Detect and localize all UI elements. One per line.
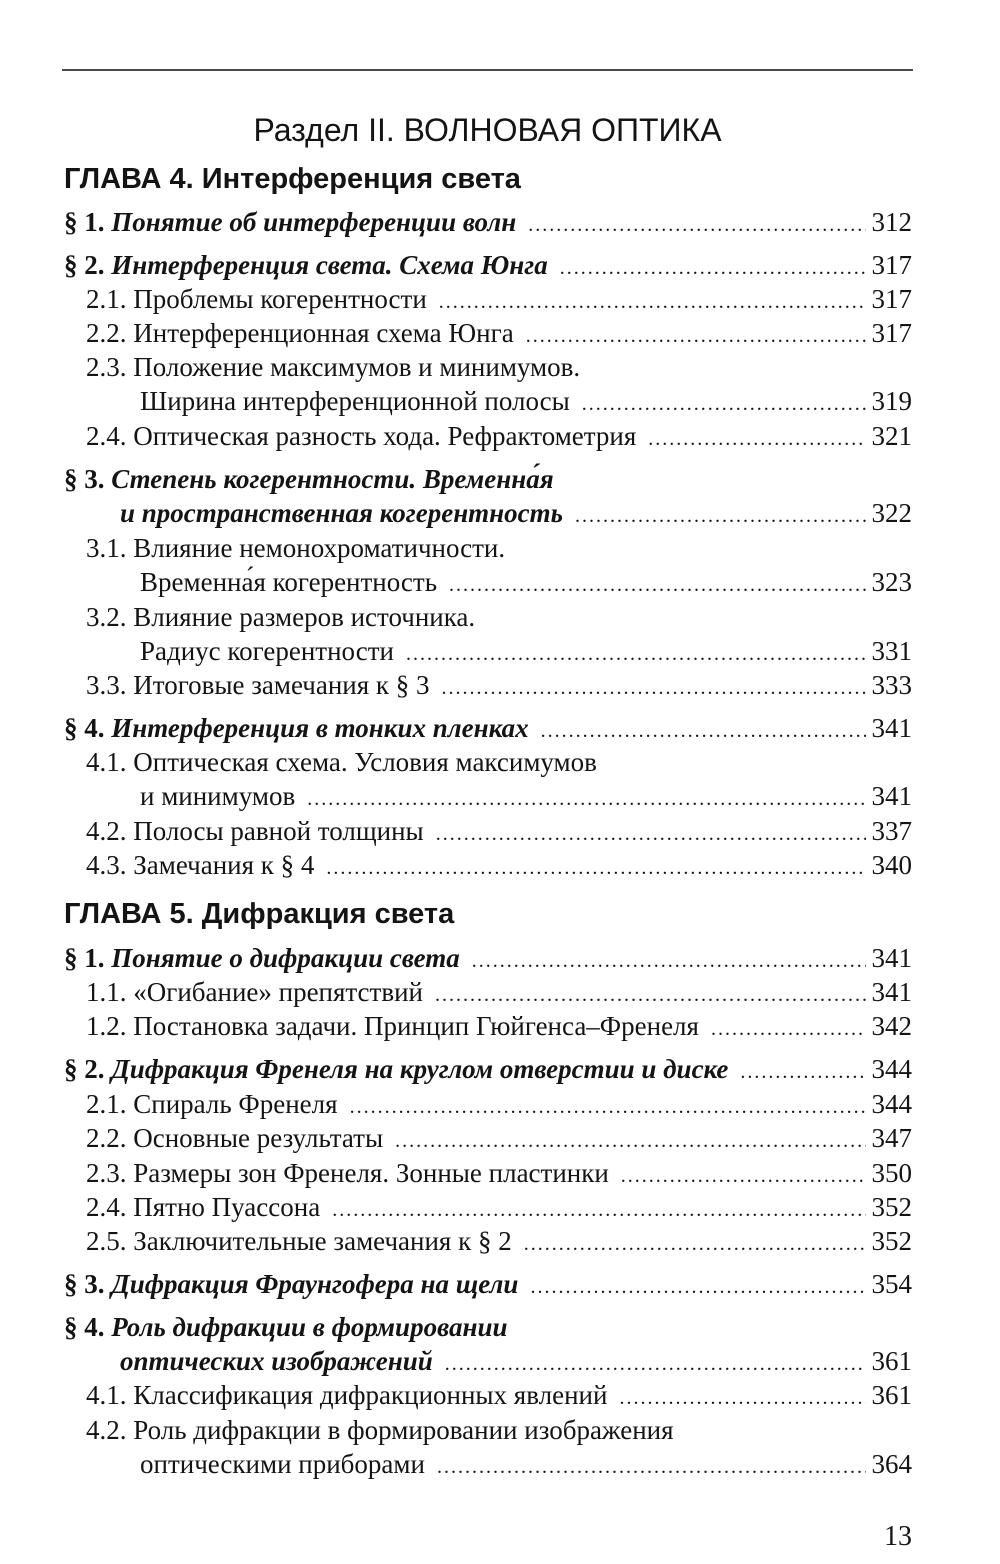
entry-page: 341 <box>871 977 912 1007</box>
entry-page: 341 <box>871 713 912 743</box>
toc-entry-ch5-2-5[interactable] <box>86 1224 912 1258</box>
entry-page: 341 <box>871 781 912 811</box>
entry-title: Влияние размеров источника. <box>133 602 476 632</box>
entry-title: Интерференционная схема Юнга <box>133 318 514 348</box>
entry-number: § 2. <box>64 250 105 280</box>
entry-title: Степень когерентности. Временна́я <box>111 464 554 494</box>
entry-number: 3.1. <box>86 533 127 563</box>
dot-leader <box>307 782 865 816</box>
entry-title-cont: Радиус когерентности <box>140 636 394 666</box>
dot-leader <box>445 1347 866 1381</box>
dot-leader <box>350 1090 866 1124</box>
dot-leader <box>449 568 865 602</box>
toc-entry-ch5-p4[interactable] <box>64 1310 912 1344</box>
entry-number: 4.2. <box>86 1415 127 1445</box>
entry-page: 337 <box>871 816 912 846</box>
entry-title-cont: Временна́я когерентность <box>140 567 438 597</box>
entry-number: 4.1. <box>86 1380 127 1410</box>
entry-page: 333 <box>871 670 912 700</box>
dot-leader <box>442 671 866 705</box>
entry-page: 319 <box>871 386 912 416</box>
entry-title: Замечания к § 4 <box>133 850 315 880</box>
dot-leader <box>395 1124 865 1158</box>
entry-title: Дифракция Френеля на круглом отверстии и диске <box>111 1054 729 1084</box>
dot-leader <box>526 319 866 353</box>
toc-entry-ch5-p3[interactable] <box>64 1267 912 1301</box>
dot-leader <box>740 1055 865 1089</box>
entry-number: § 3. <box>64 464 105 494</box>
dot-leader <box>621 1159 866 1193</box>
toc-entry-ch4-4-1[interactable] <box>86 745 912 779</box>
entry-title-cont: и минимумов <box>140 781 296 811</box>
entry-number: § 4. <box>64 713 105 743</box>
dot-leader <box>530 1270 865 1304</box>
dot-leader <box>648 422 865 456</box>
entry-title: Интерференция в тонких пленках <box>111 713 529 743</box>
toc-entry-ch5-4-1[interactable] <box>86 1378 912 1412</box>
entry-title: Проблемы когерентности <box>133 284 427 314</box>
entry-number: § 1. <box>64 207 105 237</box>
toc-entry-ch4-2-4[interactable] <box>86 419 912 453</box>
toc-entry-ch4-3-3[interactable] <box>86 668 912 702</box>
entry-number: 3.3. <box>86 670 127 700</box>
entry-number: 2.1. <box>86 1089 127 1119</box>
toc-entry-ch5-1-1[interactable] <box>86 975 912 1009</box>
entry-title: Положение максимумов и минимумов. <box>133 352 581 382</box>
entry-title: Оптическая схема. Условия максимумов <box>133 747 597 777</box>
toc-entry-ch4-p3-cont[interactable] <box>120 496 912 530</box>
entry-number: 3.2. <box>86 602 127 632</box>
header-rule <box>62 69 913 71</box>
dot-leader <box>437 1450 866 1484</box>
toc-entry-ch4-3-1[interactable] <box>86 531 912 565</box>
entry-page: 354 <box>871 1269 912 1299</box>
entry-title: Понятие об интерференции волн <box>111 207 517 237</box>
entry-number: 4.1. <box>86 747 127 777</box>
entry-page: 317 <box>871 318 912 348</box>
entry-title: Роль дифракции в формировании изображения <box>133 1415 674 1445</box>
toc-entry-ch4-4-1-cont[interactable] <box>140 779 912 813</box>
entry-title-cont: и пространственная когерентность <box>120 498 563 528</box>
entry-page: 317 <box>871 250 912 280</box>
entry-number: 2.1. <box>86 284 127 314</box>
entry-title: Роль дифракции в формировании <box>111 1312 508 1342</box>
entry-title: Оптическая разность хода. Рефрактометрия <box>133 421 637 451</box>
entry-page: 352 <box>871 1192 912 1222</box>
dot-leader <box>436 817 866 851</box>
toc-entry-ch4-p4[interactable] <box>64 711 912 745</box>
entry-page: 323 <box>871 567 912 597</box>
entry-page: 331 <box>871 636 912 666</box>
toc-entry-ch4-2-1[interactable] <box>86 282 912 316</box>
entry-number: 4.2. <box>86 816 127 846</box>
entry-page: 344 <box>871 1089 912 1119</box>
entry-page: 322 <box>871 498 912 528</box>
entry-page: 344 <box>871 1054 912 1084</box>
entry-title: Дифракция Фраунгофера на щели <box>111 1269 519 1299</box>
dot-leader <box>439 285 866 319</box>
entry-page: 347 <box>871 1123 912 1153</box>
chapter-5-title: ГЛАВА 5. Дифракция света <box>64 898 455 930</box>
toc-entry-ch4-4-3[interactable] <box>86 848 912 882</box>
dot-leader <box>619 1381 865 1415</box>
entry-number: 1.1. <box>86 977 127 1007</box>
entry-page: 361 <box>871 1380 912 1410</box>
entry-number: 2.2. <box>86 1123 127 1153</box>
toc-entry-ch5-2-2[interactable] <box>86 1121 912 1155</box>
entry-page: 317 <box>871 284 912 314</box>
toc-entry-ch4-p3[interactable] <box>64 462 912 496</box>
dot-leader <box>560 251 866 285</box>
entry-title: Влияние немонохроматичности. <box>133 533 506 563</box>
entry-page: 350 <box>871 1158 912 1188</box>
entry-number: 2.5. <box>86 1226 127 1256</box>
dot-leader <box>326 851 865 885</box>
section-title: Раздел II. ВОЛНОВАЯ ОПТИКА <box>253 112 722 148</box>
entry-title: «Огибание» препятствий <box>133 977 423 1007</box>
entry-title-cont: оптических изображений <box>120 1346 433 1376</box>
toc-entry-ch5-2-1[interactable] <box>86 1087 912 1121</box>
dot-leader <box>582 387 866 421</box>
toc-entry-ch4-p1[interactable] <box>64 205 912 239</box>
toc-entry-ch4-2-2[interactable] <box>86 316 912 350</box>
entry-title: Понятие о дифракции света <box>111 943 460 973</box>
dot-leader <box>711 1012 866 1046</box>
entry-title: Заключительные замечания к § 2 <box>133 1226 512 1256</box>
dot-leader <box>435 978 866 1012</box>
toc-entry-ch5-2-3[interactable] <box>86 1156 912 1190</box>
dot-leader <box>524 1227 866 1261</box>
entry-page: 312 <box>871 207 912 237</box>
entry-title: Итоговые замечания к § 3 <box>133 670 430 700</box>
entry-page: 342 <box>871 1011 912 1041</box>
toc-entry-ch5-p4-cont[interactable] <box>120 1344 912 1378</box>
dot-leader <box>406 637 866 671</box>
entry-title: Размеры зон Френеля. Зонные пластинки <box>133 1158 609 1188</box>
entry-title-cont: оптическими приборами <box>140 1449 425 1479</box>
toc-entry-ch4-3-1-cont[interactable] <box>140 565 912 599</box>
toc-entry-ch4-3-2-cont[interactable] <box>140 634 912 668</box>
entry-number: 2.4. <box>86 1192 127 1222</box>
toc-entry-ch4-4-2[interactable] <box>86 814 912 848</box>
entry-number: 2.3. <box>86 1158 127 1188</box>
entry-number: § 3. <box>64 1269 105 1299</box>
entry-title: Спираль Френеля <box>133 1089 338 1119</box>
dot-leader <box>575 499 866 533</box>
entry-title: Постановка задачи. Принцип Гюйгенса–Френеля <box>133 1011 699 1041</box>
dot-leader <box>332 1193 865 1227</box>
entry-number: § 1. <box>64 943 105 973</box>
toc-entry-ch4-2-3[interactable] <box>86 350 912 384</box>
entry-number: § 4. <box>64 1312 105 1342</box>
entry-number: 2.4. <box>86 421 127 451</box>
entry-title-cont: Ширина интерференционной полосы <box>140 386 570 416</box>
toc-entry-ch5-p1[interactable] <box>64 941 912 975</box>
entry-title: Классификация дифракционных явлений <box>133 1380 608 1410</box>
chapter-4-title: ГЛАВА 4. Интерференция света <box>64 163 521 195</box>
entry-page: 364 <box>871 1449 912 1479</box>
toc-entry-ch4-3-2[interactable] <box>86 600 912 634</box>
toc-entry-ch5-4-2-cont[interactable] <box>140 1447 912 1481</box>
toc-entry-ch4-2-3-cont[interactable] <box>140 384 912 418</box>
entry-page: 321 <box>871 421 912 451</box>
dot-leader <box>528 208 865 242</box>
toc-entry-ch4-p2[interactable] <box>64 248 912 282</box>
dot-leader <box>472 944 866 978</box>
page-number: 13 <box>884 1521 912 1552</box>
toc-entry-ch5-p2[interactable] <box>64 1052 912 1086</box>
dot-leader <box>541 714 866 748</box>
entry-number: 1.2. <box>86 1011 127 1041</box>
toc-entry-ch5-4-2[interactable] <box>86 1413 912 1447</box>
entry-page: 341 <box>871 943 912 973</box>
entry-page: 340 <box>871 850 912 880</box>
entry-number: 2.2. <box>86 318 127 348</box>
entry-number: 2.3. <box>86 352 127 382</box>
entry-title: Полосы равной толщины <box>133 816 424 846</box>
entry-title: Основные результаты <box>133 1123 384 1153</box>
entry-title: Пятно Пуассона <box>133 1192 321 1222</box>
toc-entry-ch5-1-2[interactable] <box>86 1009 912 1043</box>
entry-page: 352 <box>871 1226 912 1256</box>
toc-entry-ch5-2-4[interactable] <box>86 1190 912 1224</box>
entry-number: § 2. <box>64 1054 105 1084</box>
entry-number: 4.3. <box>86 850 127 880</box>
entry-title: Интерференция света. Схема Юнга <box>111 250 548 280</box>
entry-page: 361 <box>871 1346 912 1376</box>
